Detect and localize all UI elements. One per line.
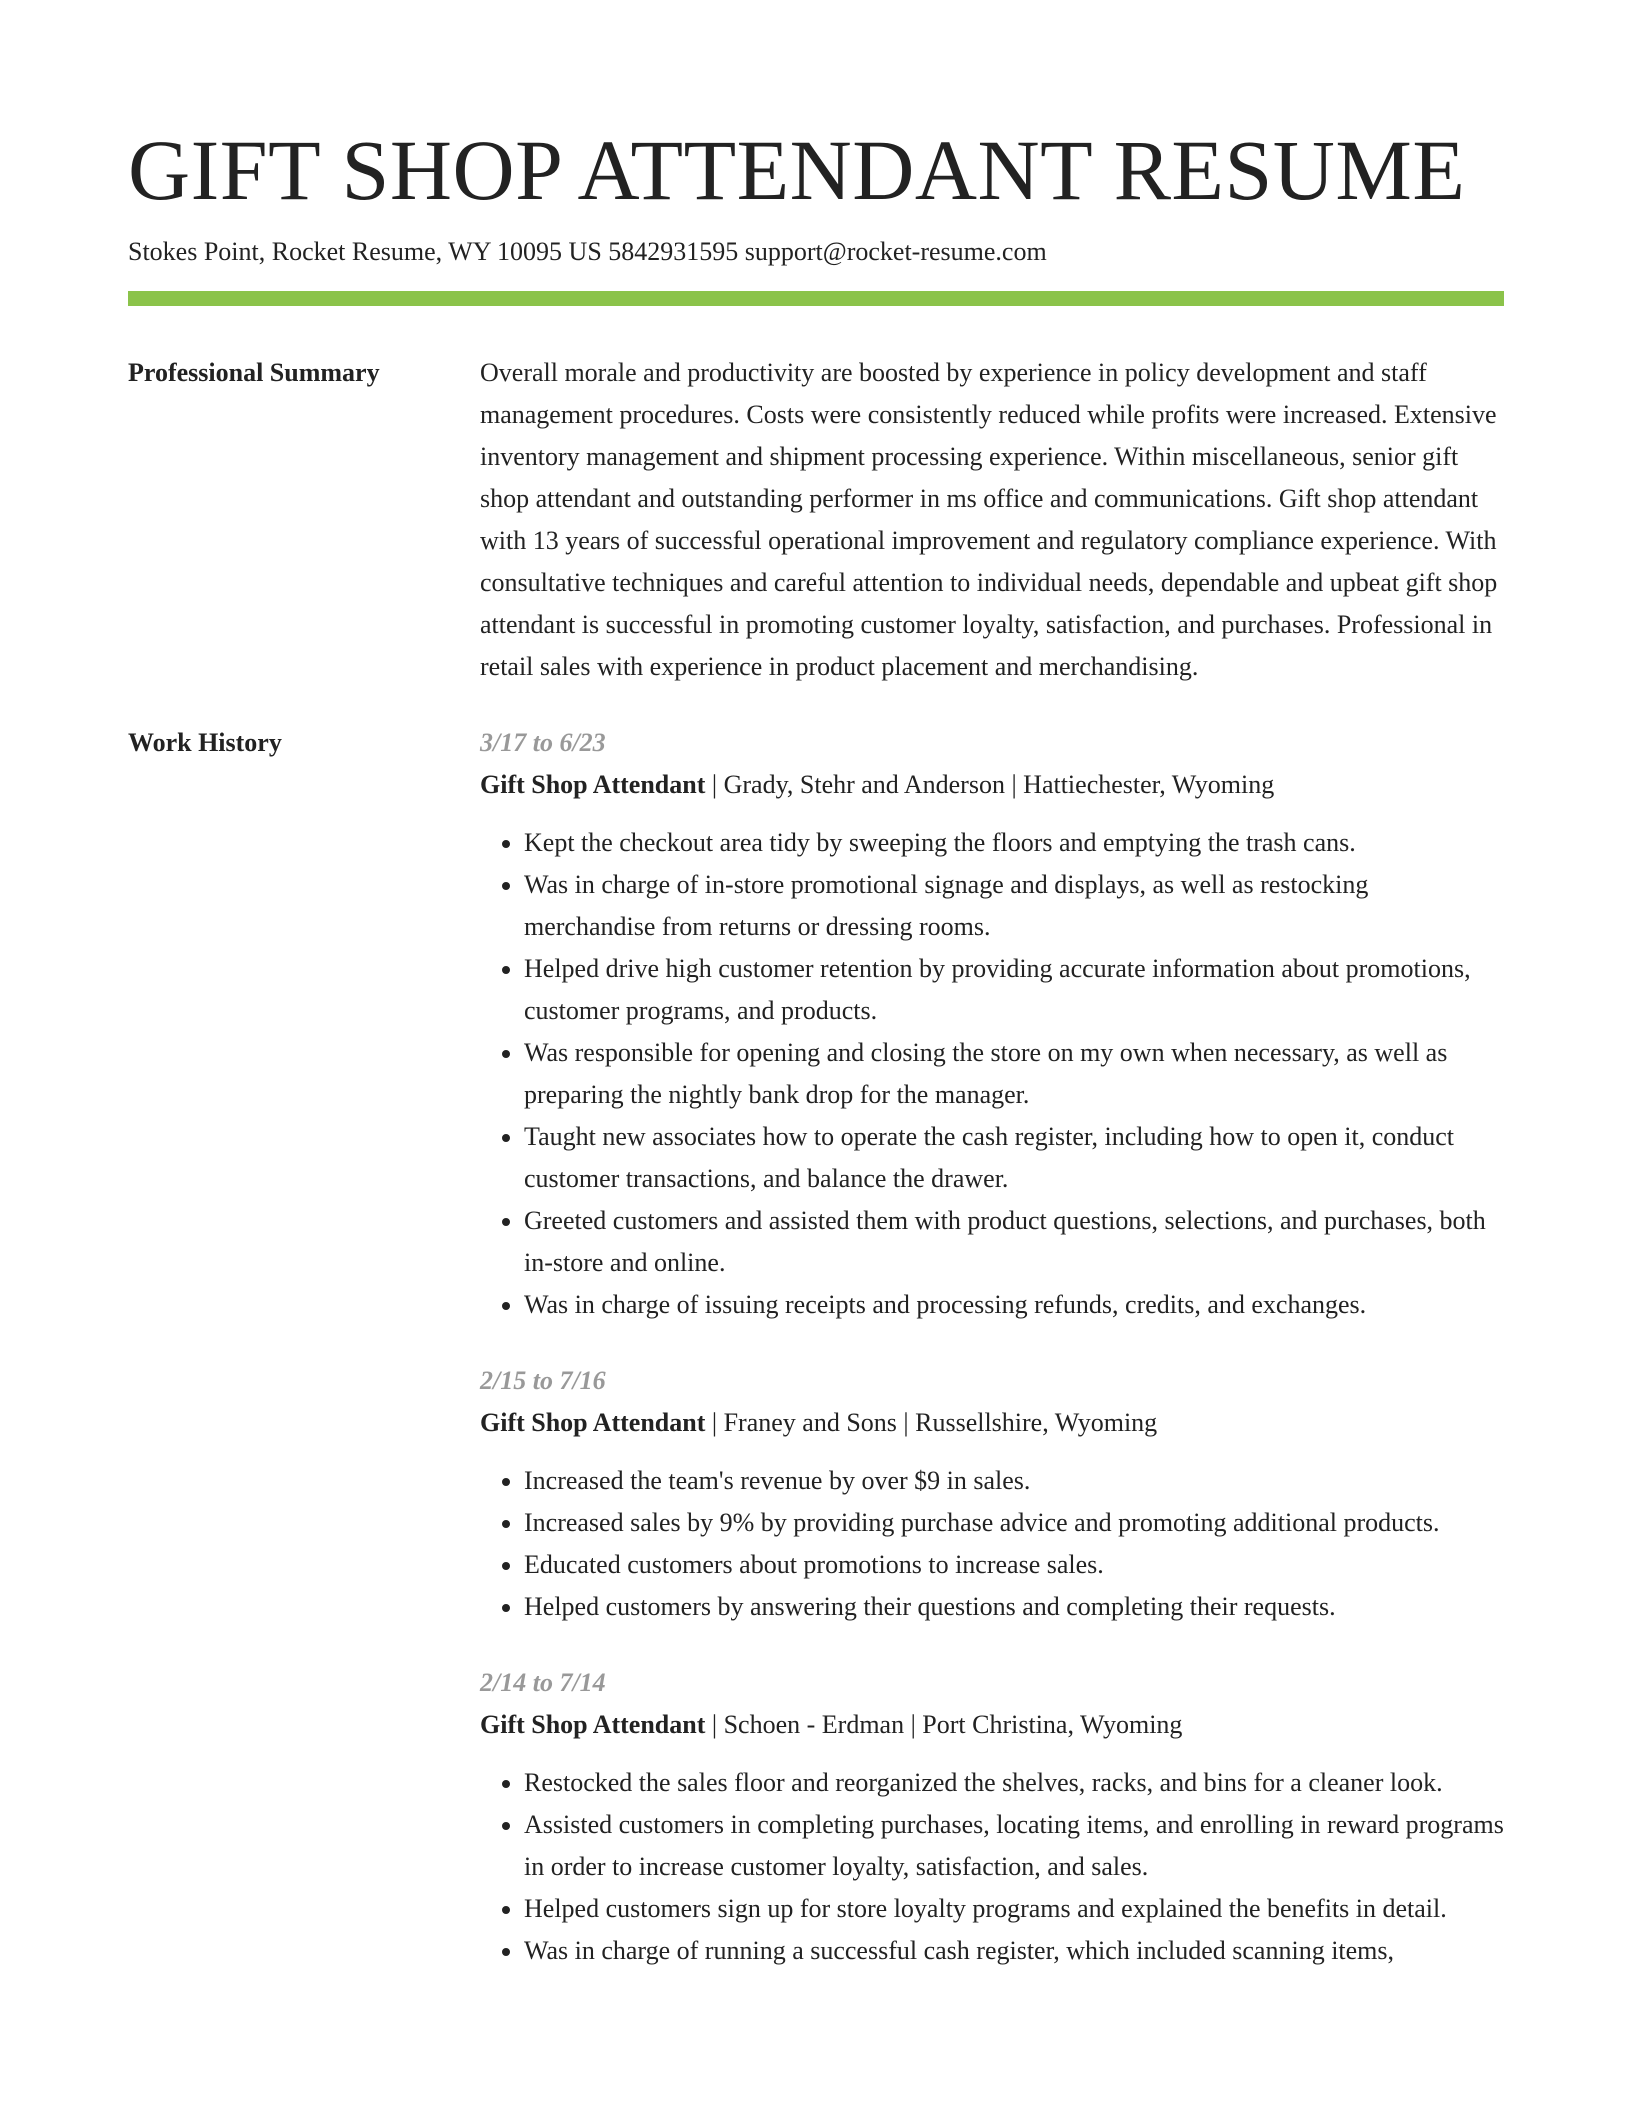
job-title: Gift Shop Attendant [480, 770, 706, 799]
summary-text: Overall morale and productivity are boosted by experience in policy development and staff management procedures. Costs were consistently reduced while profits were increased. Extensive inventory management and shipment processing experience. Within miscellaneous, senior gift shop attendant and outstanding performer in ms office and communications. Gift shop attendant with 13 years of successful operational improvement and regulatory compliance experience. With consultative techniques and careful attention to individual needs, dependable and upbeat gift shop attendant is successful in promoting customer loyalty, satisfaction, and purchases. Professional in retail sales with experience in product placement and merchandising. [480, 358, 1498, 681]
job-bullets [480, 1460, 1504, 1628]
contact-email: support@rocket-resume.com [744, 237, 1047, 266]
resume-page [128, 118, 1504, 2006]
contact-address: Stokes Point, Rocket Resume, WY 10095 US [128, 237, 602, 266]
work-history-label: Work History [128, 728, 282, 757]
job-bullet: • Was in charge of issuing receipts and processing refunds, credits, and exchanges. [524, 1284, 1504, 1326]
work-history-section [128, 722, 1504, 2006]
job-bullet: • Increased sales by 9% by providing purchase advice and promoting additional products. [524, 1502, 1504, 1544]
job-heading [480, 764, 1504, 806]
job-bullet: • Helped customers sign up for store loyalty programs and explained the benefits in detail. [524, 1888, 1504, 1930]
job-heading [480, 1402, 1504, 1444]
job-list [480, 722, 1504, 2006]
job-details: | Grady, Stehr and Anderson | Hattiechester, Wyoming [705, 770, 1275, 799]
job-bullet: • Was in charge of in-store promotional signage and displays, as well as restocking merchandise from returns or dressing rooms. [524, 864, 1504, 948]
job-date: 2/15 to 7/16 [480, 1366, 606, 1395]
job-bullet: • Greeted customers and assisted them with product questions, selections, and purchases, both in-store and online. [524, 1200, 1504, 1284]
job-entry [480, 1662, 1504, 1972]
summary-section [128, 352, 1504, 688]
job-details: | Schoen - Erdman | Port Christina, Wyoming [705, 1710, 1183, 1739]
job-bullet: • Restocked the sales floor and reorganized the shelves, racks, and bins for a cleaner look. [524, 1762, 1504, 1804]
job-date: 2/14 to 7/14 [480, 1668, 606, 1697]
job-bullet: • Assisted customers in completing purchases, locating items, and enrolling in reward programs in order to increase customer loyalty, satisfaction, and sales. [524, 1804, 1504, 1888]
resume-title: GIFT SHOP ATTENDANT RESUME [128, 122, 1466, 218]
summary-label: Professional Summary [128, 358, 380, 387]
job-details: | Franey and Sons | Russellshire, Wyoming [705, 1408, 1158, 1437]
job-entry [480, 722, 1504, 1326]
accent-divider [128, 291, 1504, 306]
job-bullet: • Was responsible for opening and closing the store on my own when necessary, as well as preparing the nightly bank drop for the manager. [524, 1032, 1504, 1116]
job-date: 3/17 to 6/23 [480, 728, 606, 757]
job-bullet: • Taught new associates how to operate the cash register, including how to open it, conduct customer transactions, and balance the drawer. [524, 1116, 1504, 1200]
contact-line [128, 234, 1504, 270]
job-bullets [480, 822, 1504, 1326]
job-bullet: • Increased the team's revenue by over $9 in sales. [524, 1460, 1504, 1502]
job-title: Gift Shop Attendant [480, 1710, 706, 1739]
job-bullets [480, 1762, 1504, 1972]
job-bullet: • Was in charge of running a successful cash register, which included scanning items, [524, 1930, 1504, 1972]
contact-phone: 5842931595 [608, 237, 739, 266]
job-bullet: • Helped customers by answering their questions and completing their requests. [524, 1586, 1504, 1628]
job-bullet: • Helped drive high customer retention by providing accurate information about promotions, customer programs, and products. [524, 948, 1504, 1032]
job-heading [480, 1704, 1504, 1746]
job-bullet: • Educated customers about promotions to increase sales. [524, 1544, 1504, 1586]
job-bullet: • Kept the checkout area tidy by sweeping the floors and emptying the trash cans. [524, 822, 1504, 864]
job-entry [480, 1360, 1504, 1628]
job-title: Gift Shop Attendant [480, 1408, 706, 1437]
